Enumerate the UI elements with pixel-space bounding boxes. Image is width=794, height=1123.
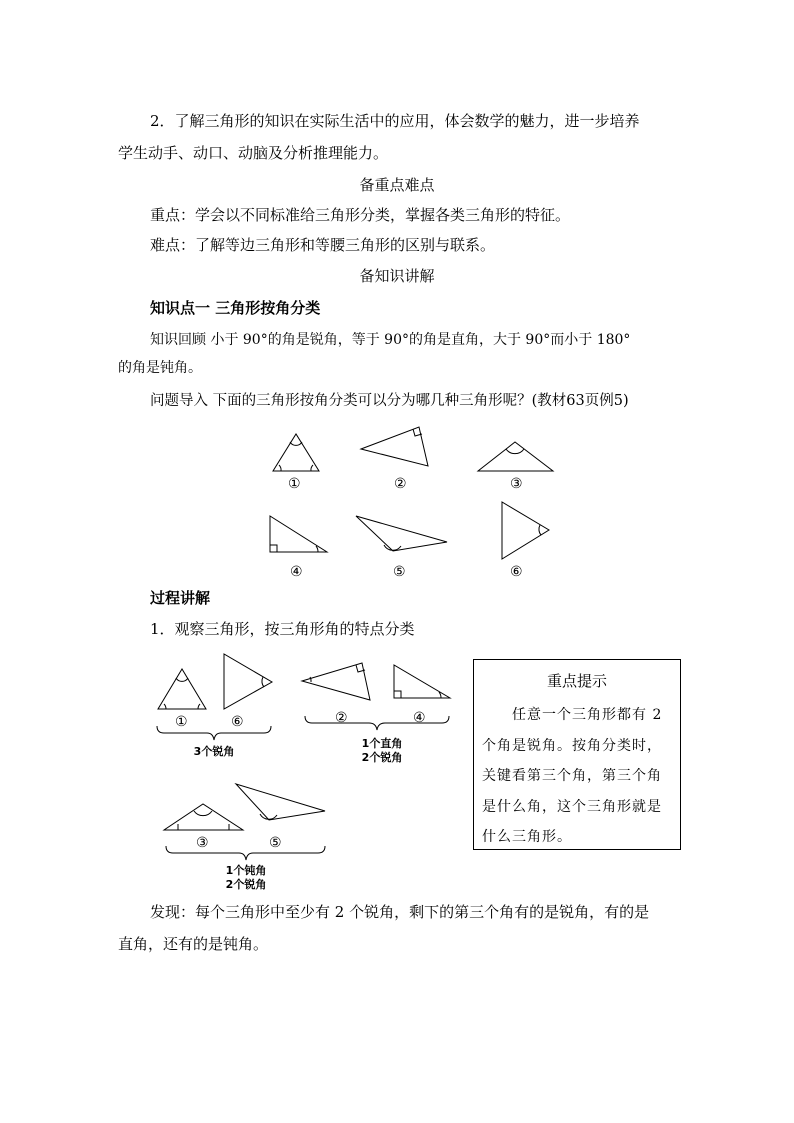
group1-triangle-6	[224, 654, 272, 709]
group3-triangle-5	[236, 784, 325, 820]
process-title: 过程讲解	[150, 589, 211, 607]
triangle-6-label: ⑥	[510, 564, 523, 580]
key-tip-line-3: 关键看第三个角，第三个角	[482, 768, 662, 784]
group2-label-4: ④	[413, 710, 426, 726]
heading-knowledge: 备知识讲解	[359, 267, 435, 285]
key-tip-line-4: 是什么角，这个三角形就是	[482, 799, 662, 815]
discovery-line-2: 直角，还有的是钝角。	[118, 935, 269, 953]
triangle-5-label: ⑤	[393, 564, 406, 580]
key-point: 重点：学会以不同标准给三角形分类，掌握各类三角形的特征。	[150, 206, 571, 224]
group3-brace	[166, 846, 325, 860]
goal-2-line-2: 学生动手、动口、动脑及分析推理能力。	[118, 144, 389, 162]
group3-triangle-3	[164, 804, 243, 830]
key-tip-title: 重点提示	[546, 672, 607, 690]
group3-label-3: ③	[196, 835, 209, 851]
triangle-2-label: ②	[394, 476, 407, 492]
key-tip-line-5: 什么三角形。	[482, 829, 572, 845]
group3-triangle-3-marks	[178, 811, 229, 830]
group2-brace	[305, 716, 449, 730]
review-line-2: 的角是钝角。	[118, 360, 202, 376]
group1-label-1: ①	[175, 714, 188, 730]
difficult-point: 难点：了解等边三角形和等腰三角形的区别与联系。	[150, 236, 496, 254]
key-tip-box	[473, 659, 681, 850]
group1-triangle-1	[158, 669, 206, 709]
group2-caption-2: 2个锐角	[361, 751, 403, 764]
heading-key-points: 备重点难点	[359, 176, 435, 194]
group3-caption-1: 1个钝角	[225, 864, 267, 877]
group3-triangle-5-mark	[260, 814, 277, 819]
group2-triangle-2	[302, 663, 370, 700]
group2-triangle-4-marks	[394, 691, 441, 698]
review-line-1: 知识回顾 小于 90°的角是锐角，等于 90°的角是直角，大于 90°而小于 180°	[150, 332, 631, 348]
group3-caption-2: 2个锐角	[225, 878, 267, 891]
triangle-1-label: ①	[288, 476, 301, 492]
goal-2-line-1: 2．了解三角形的知识在实际生活中的应用，体会数学的魅力，进一步培养	[150, 112, 640, 130]
knowledge-point-title: 知识点一 三角形按角分类	[150, 299, 321, 317]
key-tip-line-2: 个角是锐角。按角分类时，	[482, 738, 662, 754]
group2-triangle-4	[394, 665, 450, 698]
group2-triangle-2-marks	[310, 665, 365, 682]
question-intro: 问题导入 下面的三角形按角分类可以分为哪几种三角形呢？(教材63页例5)	[150, 393, 629, 409]
group1-caption: 3个锐角	[193, 745, 235, 758]
group1-triangle-6-mark	[262, 677, 264, 687]
key-tip-line-1: 任意一个三角形都有 2	[512, 707, 663, 723]
group1-label-6: ⑥	[231, 714, 244, 730]
discovery-line-1: 发现：每个三角形中至少有 2 个锐角，剩下的第三个角有的是锐角，有的是	[150, 903, 650, 921]
triangle-3-label: ③	[510, 476, 523, 492]
group1-triangle-1-marks	[164, 678, 200, 709]
step-1: 1．观察三角形，按三角形角的特点分类	[150, 620, 415, 638]
group2-label-2: ②	[335, 710, 348, 726]
triangle-4-label: ④	[290, 564, 303, 580]
group3-label-5: ⑤	[269, 835, 282, 851]
group2-caption-1: 1个直角	[361, 737, 403, 750]
